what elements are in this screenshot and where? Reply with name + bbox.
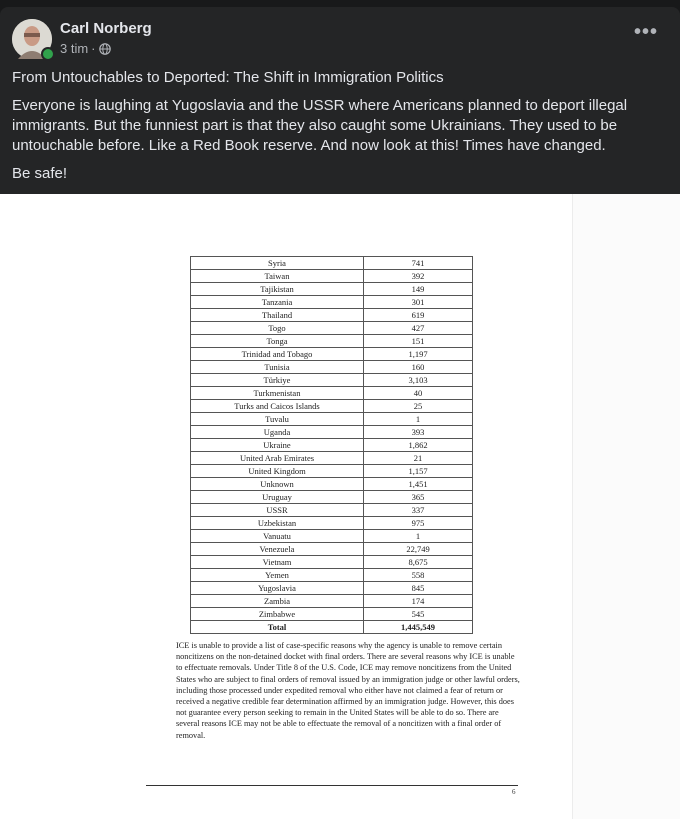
table-row xyxy=(191,504,473,517)
country-cell: Vanuatu xyxy=(191,530,364,543)
online-status-dot xyxy=(41,47,55,61)
country-cell: Zimbabwe xyxy=(191,608,364,621)
total-row xyxy=(191,621,473,634)
table-row xyxy=(191,491,473,504)
attached-document-image[interactable] xyxy=(0,194,680,819)
country-cell: Ukraine xyxy=(191,439,364,452)
table-row xyxy=(191,283,473,296)
table-row xyxy=(191,322,473,335)
post-header xyxy=(12,19,668,59)
count-cell: 8,675 xyxy=(364,556,473,569)
country-cell: Türkiye xyxy=(191,374,364,387)
country-cell: Trinidad and Tobago xyxy=(191,348,364,361)
table-row xyxy=(191,465,473,478)
table-row xyxy=(191,400,473,413)
table-row xyxy=(191,426,473,439)
count-cell: 427 xyxy=(364,322,473,335)
table-row xyxy=(191,348,473,361)
ellipsis-icon[interactable]: ••• xyxy=(634,21,659,43)
table-row xyxy=(191,582,473,595)
post-card xyxy=(0,7,680,819)
country-cell: Uruguay xyxy=(191,491,364,504)
country-cell: Yugoslavia xyxy=(191,582,364,595)
count-cell: 741 xyxy=(364,257,473,270)
count-cell: 21 xyxy=(364,452,473,465)
meta-separator: · xyxy=(91,41,96,56)
table-row xyxy=(191,374,473,387)
country-cell: Vietnam xyxy=(191,556,364,569)
country-cell: Zambia xyxy=(191,595,364,608)
post-meta xyxy=(60,41,111,56)
document-note: ICE is unable to provide a list of case-specific reasons why the agency is unable to remove certain noncitizens on the non-detained docket with final orders. There are several reasons why ICE is unable to effectuate removals. Under Title 8 of the U.S. Code, ICE may remove noncitizens from the United States who are subject to final orders of removal issued by an immigration judge or other lawful orders, including those processed under expedited removal who either have not claimed a fear of return or received a negative credible fear determination affirmed by an immigration judge. However, this does not guarantee every person seeking to remain in the United States will be able to do so. There are several reasons ICE may not be able to effectuate the removal of a noncitizen with a final order of removal. xyxy=(176,641,520,740)
count-cell: 151 xyxy=(364,335,473,348)
country-cell: Taiwan xyxy=(191,270,364,283)
count-cell: 3,103 xyxy=(364,374,473,387)
country-cell: Tajikistan xyxy=(191,283,364,296)
count-cell: 845 xyxy=(364,582,473,595)
country-cell: Thailand xyxy=(191,309,364,322)
page-number: 6 xyxy=(512,788,516,796)
table-row xyxy=(191,517,473,530)
count-cell: 301 xyxy=(364,296,473,309)
table-row xyxy=(191,439,473,452)
count-cell: 1,157 xyxy=(364,465,473,478)
page-edge xyxy=(572,194,680,819)
total-value: 1,445,549 xyxy=(364,621,473,634)
count-cell: 160 xyxy=(364,361,473,374)
total-label: Total xyxy=(191,621,364,634)
table-row xyxy=(191,595,473,608)
table-row xyxy=(191,478,473,491)
footer-rule xyxy=(146,785,518,786)
table-row xyxy=(191,361,473,374)
post-body: Everyone is laughing at Yugoslavia and the USSR where Americans planned to deport illegal immigrants. But the funniest part is that they also caught some Ukrainians. They used to be untouchable before. Like a Red Book reserve. And now look at this! Times have changed. xyxy=(12,97,628,154)
count-cell: 558 xyxy=(364,569,473,582)
table-row xyxy=(191,309,473,322)
table-row xyxy=(191,569,473,582)
table-row xyxy=(191,413,473,426)
count-cell: 1,451 xyxy=(364,478,473,491)
count-cell: 22,749 xyxy=(364,543,473,556)
table-row xyxy=(191,452,473,465)
count-cell: 40 xyxy=(364,387,473,400)
country-cell: Uganda xyxy=(191,426,364,439)
country-table xyxy=(190,256,473,634)
count-cell: 619 xyxy=(364,309,473,322)
avatar[interactable] xyxy=(12,19,52,59)
table-row xyxy=(191,270,473,283)
country-cell: Turks and Caicos Islands xyxy=(191,400,364,413)
table-row xyxy=(191,543,473,556)
country-cell: United Arab Emirates xyxy=(191,452,364,465)
table-row xyxy=(191,387,473,400)
count-cell: 337 xyxy=(364,504,473,517)
country-cell: USSR xyxy=(191,504,364,517)
count-cell: 545 xyxy=(364,608,473,621)
country-cell: Tuvalu xyxy=(191,413,364,426)
post-title: From Untouchables to Deported: The Shift in Immigration Politics xyxy=(12,69,444,86)
count-cell: 25 xyxy=(364,400,473,413)
post-closing: Be safe! xyxy=(12,165,68,182)
country-cell: Venezuela xyxy=(191,543,364,556)
country-cell: Yemen xyxy=(191,569,364,582)
author-name[interactable]: Carl Norberg xyxy=(60,20,152,37)
table-row xyxy=(191,608,473,621)
country-cell: United Kingdom xyxy=(191,465,364,478)
count-cell: 149 xyxy=(364,283,473,296)
table-row xyxy=(191,257,473,270)
country-cell: Tanzania xyxy=(191,296,364,309)
country-cell: Togo xyxy=(191,322,364,335)
globe-icon xyxy=(99,43,111,55)
country-cell: Tunisia xyxy=(191,361,364,374)
count-cell: 174 xyxy=(364,595,473,608)
country-cell: Tonga xyxy=(191,335,364,348)
post-time[interactable]: 3 tim xyxy=(60,41,89,56)
table-row xyxy=(191,530,473,543)
count-cell: 1,862 xyxy=(364,439,473,452)
count-cell: 365 xyxy=(364,491,473,504)
country-cell: Turkmenistan xyxy=(191,387,364,400)
count-cell: 1 xyxy=(364,530,473,543)
count-cell: 975 xyxy=(364,517,473,530)
country-cell: Syria xyxy=(191,257,364,270)
country-cell: Unknown xyxy=(191,478,364,491)
count-cell: 393 xyxy=(364,426,473,439)
table-row xyxy=(191,296,473,309)
count-cell: 1 xyxy=(364,413,473,426)
country-cell: Uzbekistan xyxy=(191,517,364,530)
table-row xyxy=(191,556,473,569)
table-row xyxy=(191,335,473,348)
count-cell: 1,197 xyxy=(364,348,473,361)
count-cell: 392 xyxy=(364,270,473,283)
